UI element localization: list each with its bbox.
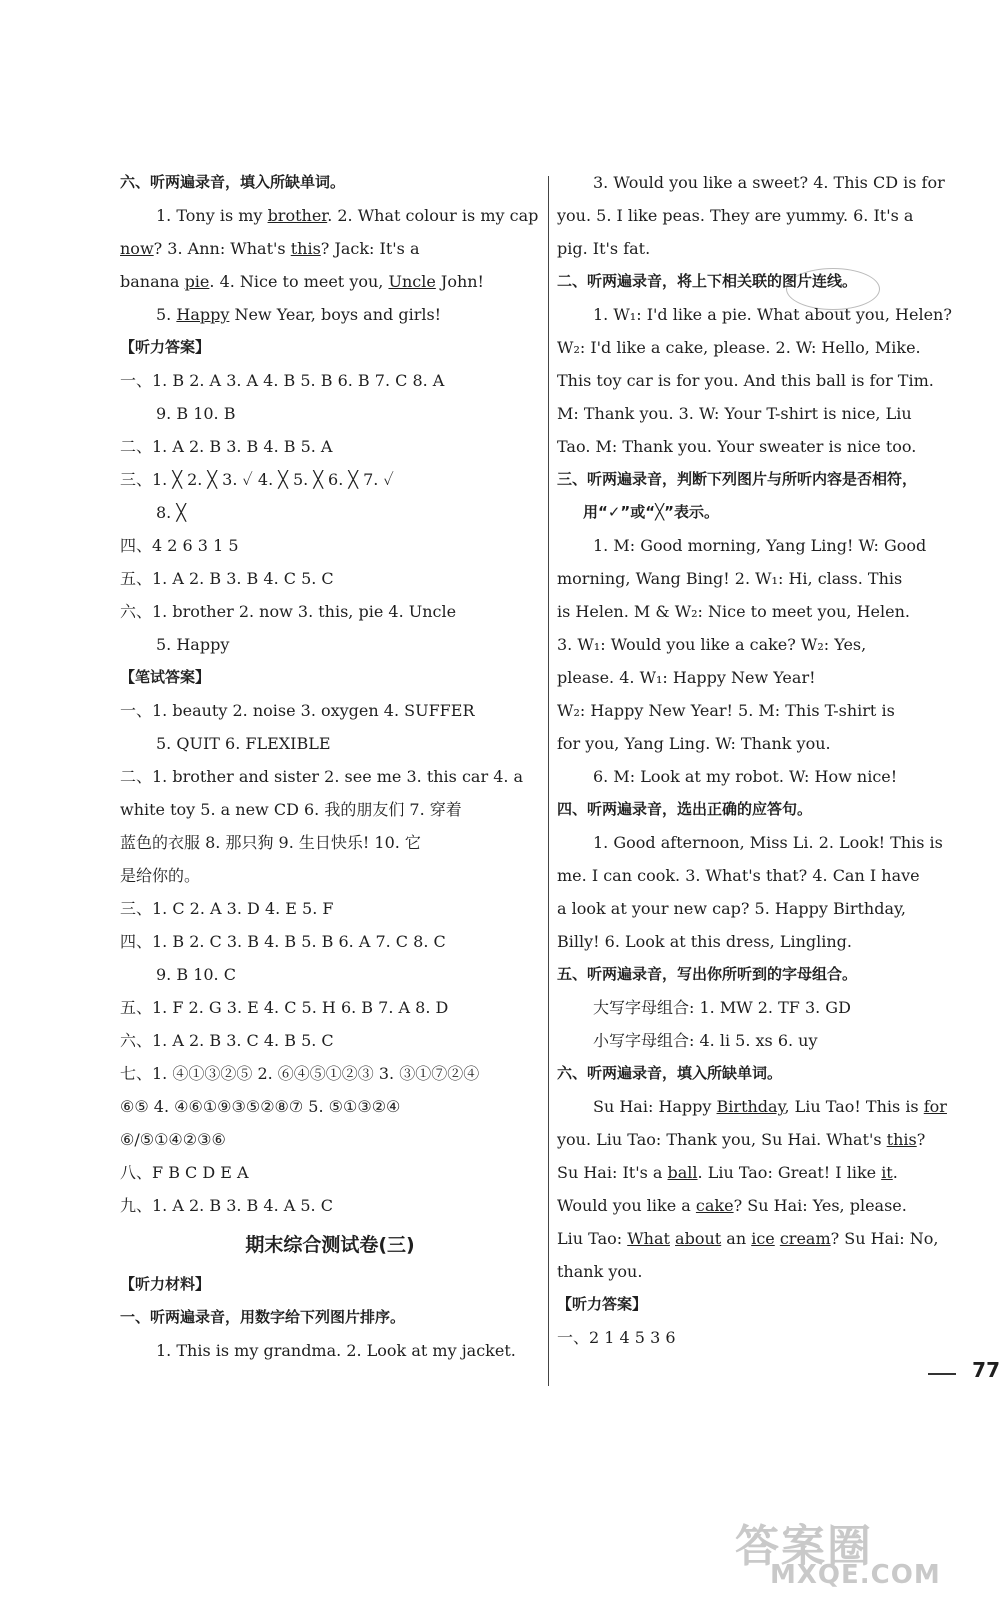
filled-word: cake: [695, 1196, 734, 1215]
text-line: 1. This is my grandma. 2. Look at my jacket.: [156, 1341, 516, 1360]
answer-line: white toy 5. a new CD 6. 我的朋友们 7. 穿着: [120, 800, 462, 819]
text-line: Su Hai: It's a ball. Liu Tao: Great! I like it.: [557, 1163, 898, 1182]
filled-word: What: [627, 1229, 670, 1248]
listen-answer-heading: 【听力答案】: [120, 338, 211, 356]
answer-line: 9. B 10. B: [156, 404, 236, 423]
written-answer-heading: 【笔试答案】: [120, 668, 211, 686]
text-line: 大写字母组合: 1. MW 2. TF 3. GD: [593, 998, 851, 1017]
answer-line: 七、1. ④①③②⑤ 2. ⑥④⑤①②③ 3. ③①⑦②④: [120, 1064, 480, 1083]
right-column: [557, 166, 972, 1354]
filled-word: Uncle: [388, 272, 436, 291]
section-heading: 三、听两遍录音，判断下列图片与所听内容是否相符，: [557, 470, 918, 488]
left-column: [120, 166, 540, 1367]
text-line: 3. Would you like a sweet? 4. This CD is for: [593, 173, 945, 192]
section-heading: 二、听两遍录音，将上下相关联的图片连线。: [557, 272, 858, 290]
watermark-logo: 答案圈: [735, 1521, 873, 1572]
text-line: please. 4. W₁: Happy New Year!: [557, 668, 816, 687]
answer-line: 蓝色的衣服 8. 那只狗 9. 生日快乐! 10. 它: [120, 833, 421, 852]
text-line: now? 3. Ann: What's this? Jack: It's a: [120, 239, 420, 258]
filled-word: Birthday: [716, 1097, 785, 1116]
section-heading-cont: 用“✓”或“╳”表示。: [583, 503, 720, 521]
text-line: you. 5. I like peas. They are yummy. 6. It's a: [557, 206, 914, 225]
answer-line: 五、1. F 2. G 3. E 4. C 5. H 6. B 7. A 8. D: [120, 998, 449, 1017]
answer-line: 五、1. A 2. B 3. B 4. C 5. C: [120, 569, 334, 588]
text-line: thank you.: [557, 1262, 643, 1281]
answer-line: 一、2 1 4 5 3 6: [557, 1328, 676, 1347]
answer-line: 二、1. brother and sister 2. see me 3. this car 4. a: [120, 767, 524, 786]
answer-line: 是给你的。: [120, 866, 201, 885]
filled-word: it: [881, 1163, 893, 1182]
text-line: you. Liu Tao: Thank you, Su Hai. What's this?: [557, 1130, 926, 1149]
filled-word: ball: [667, 1163, 698, 1182]
answer-line: 六、1. brother 2. now 3. this, pie 4. Uncle: [120, 602, 457, 621]
text-line: Su Hai: Happy Birthday, Liu Tao! This is for: [593, 1097, 947, 1116]
filled-word: Happy: [176, 305, 230, 324]
answer-line: 六、1. A 2. B 3. C 4. B 5. C: [120, 1031, 334, 1050]
text-line: a look at your new cap? 5. Happy Birthday,: [557, 899, 907, 918]
filled-word: this: [886, 1130, 917, 1149]
answer-line: 5. QUIT 6. FLEXIBLE: [156, 734, 331, 753]
filled-word: cream: [779, 1229, 831, 1248]
text-line: morning, Wang Bing! 2. W₁: Hi, class. This: [557, 569, 903, 588]
text-line: 1. Good afternoon, Miss Li. 2. Look! This is: [593, 833, 943, 852]
filled-word: about: [675, 1229, 722, 1248]
text-line: for you, Yang Ling. W: Thank you.: [557, 734, 831, 753]
filled-word: this: [290, 239, 321, 258]
answer-line: 九、1. A 2. B 3. B 4. A 5. C: [120, 1196, 333, 1215]
answer-line: 三、1. ╳ 2. ╳ 3. ✓ 4. ╳ 5. ╳ 6. ╳ 7. ✓: [120, 470, 394, 489]
answer-line: 二、1. A 2. B 3. B 4. B 5. A: [120, 437, 333, 456]
text-line: Liu Tao: What about an ice cream? Su Hai: No,: [557, 1229, 939, 1248]
text-line: banana pie. 4. Nice to meet you, Uncle John!: [120, 272, 484, 291]
answer-line: 9. B 10. C: [156, 965, 236, 984]
section-title: 期末综合测试卷(三): [245, 1234, 415, 1256]
watermark-url: MXQE.COM: [770, 1560, 941, 1590]
answer-line: 四、1. B 2. C 3. B 4. B 5. B 6. A 7. C 8. C: [120, 932, 446, 951]
section-heading: 六、听两遍录音，填入所缺单词。: [557, 1064, 783, 1082]
listen-answer-heading: 【听力答案】: [557, 1295, 648, 1313]
text-line: 1. Tony is my brother. 2. What colour is my cap: [156, 206, 539, 225]
page-number-dash: [928, 1373, 956, 1375]
answer-line: 三、1. C 2. A 3. D 4. E 5. F: [120, 899, 334, 918]
text-line: Tao. M: Thank you. Your sweater is nice too.: [557, 437, 917, 456]
answer-line: 一、1. B 2. A 3. A 4. B 5. B 6. B 7. C 8. A: [120, 371, 445, 390]
filled-word: brother: [267, 206, 328, 225]
text-line: 3. W₁: Would you like a cake? W₂: Yes,: [557, 635, 867, 654]
answer-line: 5. Happy: [156, 635, 230, 654]
section-heading: 四、听两遍录音，选出正确的应答句。: [557, 800, 813, 818]
text-line: W₂: Happy New Year! 5. M: This T-shirt is: [557, 701, 895, 720]
answer-line: 八、F B C D E A: [120, 1163, 249, 1182]
text-line: 小写字母组合: 4. li 5. xs 6. uy: [593, 1031, 818, 1050]
filled-word: now: [120, 239, 154, 258]
material-heading: 【听力材料】: [120, 1275, 211, 1293]
answer-line: 8. ╳: [156, 503, 186, 522]
answer-line: 一、1. beauty 2. noise 3. oxygen 4. SUFFER: [120, 701, 475, 720]
filled-word: for: [923, 1097, 947, 1116]
text-line: This toy car is for you. And this ball is for Tim.: [557, 371, 934, 390]
page-number: 77: [972, 1358, 1000, 1382]
text-line: Would you like a cake? Su Hai: Yes, please.: [557, 1196, 907, 1215]
filled-word: pie: [184, 272, 210, 291]
text-line: 1. W₁: I'd like a pie. What about you, Helen?: [593, 305, 952, 324]
text-line: M: Thank you. 3. W: Your T-shirt is nice, Liu: [557, 404, 912, 423]
section-heading: 五、听两遍录音，写出你所听到的字母组合。: [557, 965, 858, 983]
text-line: Billy! 6. Look at this dress, Lingling.: [557, 932, 852, 951]
text-line: 1. M: Good morning, Yang Ling! W: Good: [593, 536, 927, 555]
text-line: is Helen. M & W₂: Nice to meet you, Helen.: [557, 602, 910, 621]
text-line: W₂: I'd like a cake, please. 2. W: Hello, Mike.: [557, 338, 921, 357]
answer-line: ⑥/⑤①④②③⑥: [120, 1130, 226, 1149]
answer-line: 四、4 2 6 3 1 5: [120, 536, 239, 555]
section-heading: 六、听两遍录音，填入所缺单词。: [120, 173, 346, 191]
text-line: me. I can cook. 3. What's that? 4. Can I have: [557, 866, 920, 885]
column-divider: [548, 176, 549, 1386]
answer-line: ⑥⑤ 4. ④⑥①⑨③⑤②⑧⑦ 5. ⑤①③②④: [120, 1097, 401, 1116]
section-heading: 一、听两遍录音，用数字给下列图片排序。: [120, 1308, 406, 1326]
text-line: pig. It's fat.: [557, 239, 651, 258]
text-line: 6. M: Look at my robot. W: How nice!: [593, 767, 898, 786]
text-line: 5. Happy New Year, boys and girls!: [156, 305, 442, 324]
filled-word: ice: [751, 1229, 775, 1248]
